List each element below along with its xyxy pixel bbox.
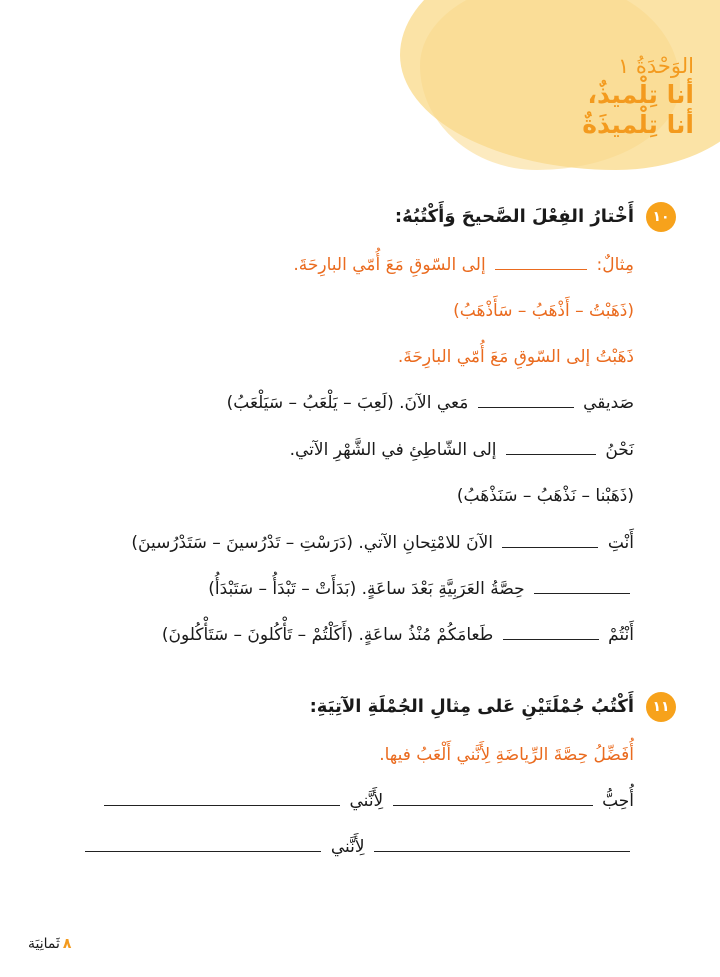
- item-4-rest: حِصَّةُ العَرَبِيَّةِ بَعْدَ ساعَةٍ. (بَدَأَتْ – تَبْدَأُ – سَتَبْدَأُ): [208, 579, 525, 599]
- writing-line-2-blank-1[interactable]: [374, 837, 630, 852]
- unit-title-line-1: أنا تِلْميذٌ،: [587, 80, 694, 109]
- item-4-blank[interactable]: [534, 579, 630, 594]
- item-1-subject: صَديقي: [583, 393, 634, 413]
- exercise-10-item-1: [227, 390, 634, 416]
- exercise-10-item-5: [162, 622, 634, 648]
- exercise-10-item-2: [290, 437, 634, 463]
- example-blank[interactable]: [495, 255, 587, 270]
- page-footer: [28, 936, 71, 952]
- writing-line-1-blank-1[interactable]: [393, 791, 593, 806]
- item-3-subject: أَنْتِ: [607, 533, 634, 553]
- exercise-11-number-badge: ١١: [646, 692, 676, 722]
- exercise-10-item-2-options: (ذَهَبْنا – نَذْهَبُ – سَنَذْهَبُ): [456, 486, 634, 506]
- item-1-blank[interactable]: [478, 393, 574, 408]
- writing-line-2: [81, 834, 634, 860]
- unit-label: الوَحْدَةُ ١: [617, 54, 694, 78]
- item-3-blank[interactable]: [502, 533, 598, 548]
- exercise-10-item-4: [208, 576, 634, 602]
- unit-header: [582, 52, 694, 140]
- item-3-rest: الآنَ للامْتِحانِ الآتي. (دَرَسْتِ – تَدْرُسينَ – سَتَدْرُسينَ): [131, 533, 494, 553]
- item-5-subject: أَنْتُمْ: [608, 625, 634, 645]
- page-number: ٨: [62, 936, 72, 952]
- writing-line-2-blank-2[interactable]: [85, 837, 321, 852]
- page-number-word: ثَمانِيَة: [28, 936, 60, 952]
- writing-line-1-word-2: لِأَنَّني: [349, 791, 384, 811]
- item-2-blank[interactable]: [506, 440, 596, 455]
- model-sentence: أُفَضِّلُ حِصَّةَ الرِّياضَةِ لِأَنَّني أَلْعَبُ فيها.: [379, 745, 634, 765]
- example-answer: ذَهَبْتُ إلى السّوقِ مَعَ أُمّي البارِحَةَ.: [397, 347, 634, 367]
- example-label: مِثالٌ:: [596, 255, 634, 275]
- writing-line-1-blank-2[interactable]: [104, 791, 340, 806]
- exercise-10-item-3: [131, 530, 634, 556]
- example-line: [293, 252, 634, 278]
- exercise-11-instruction: أَكْتُبُ جُمْلَتَيْنِ عَلى مِثالِ الجُمْلَةِ الآتِيَةِ:: [309, 696, 634, 717]
- exercise-10-instruction: أَخْتارُ الفِعْلَ الصَّحيحَ وَأَكْتُبُهُ:: [394, 206, 634, 227]
- unit-title-line-2: أنا تِلْميذَةٌ: [582, 110, 694, 139]
- item-2-subject: نَحْنُ: [605, 440, 634, 460]
- writing-line-1-word-1: أُحِبُّ: [602, 791, 634, 811]
- example-sentence: إلى السّوقِ مَعَ أُمّي البارِحَةَ.: [293, 255, 486, 275]
- example-options: (ذَهَبْتُ – أَذْهَبُ – سَأَذْهَبُ): [453, 301, 634, 321]
- writing-line-1: [100, 788, 634, 814]
- item-2-rest: إلى الشّاطِئِ في الشَّهْرِ الآتي.: [289, 440, 497, 460]
- exercise-10-number-badge: ١٠: [646, 202, 676, 232]
- item-1-rest: مَعي الآنَ. (لَعِبَ – يَلْعَبُ – سَيَلْعَبُ): [226, 393, 469, 413]
- item-5-blank[interactable]: [503, 625, 599, 640]
- writing-line-2-word: لِأَنَّني: [330, 837, 365, 857]
- item-5-rest: طَعامَكُمْ مُنْذُ ساعَةٍ. (أَكَلْتُمْ – تَأْكُلونَ – سَتَأْكُلونَ): [161, 625, 494, 645]
